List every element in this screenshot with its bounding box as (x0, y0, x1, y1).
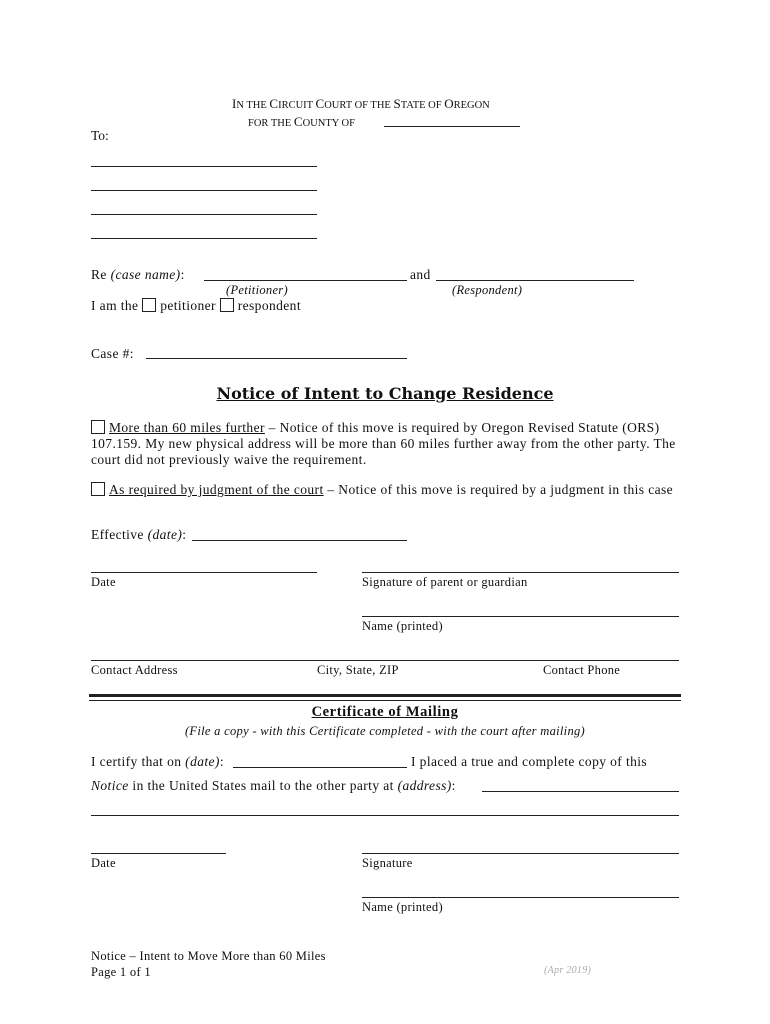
footer-page-number: Page 1 of 1 (91, 965, 151, 979)
mailing-address-field-2[interactable] (91, 815, 679, 816)
certificate-printed-name-field[interactable] (362, 897, 679, 898)
respondent-name-field[interactable] (436, 280, 634, 281)
certificate-signature-field[interactable] (362, 853, 679, 854)
and-label: and (410, 267, 431, 282)
notice-title: Notice of Intent to Change Residence (216, 384, 554, 403)
date-signed-field[interactable] (91, 572, 317, 573)
certificate-title: Certificate of Mailing (311, 704, 459, 720)
to-address-line-3[interactable] (91, 214, 317, 215)
certificate-printed-name-label: Name (printed) (362, 900, 443, 914)
re-label: Re (case name): (91, 267, 185, 282)
more-than-60-miles-checkbox[interactable] (91, 420, 105, 434)
county-field[interactable] (384, 126, 520, 127)
party-role-row: I am the petitioner respondent (91, 298, 301, 313)
petitioner-checkbox[interactable] (142, 298, 156, 312)
certify-line: I certify that on (date): (91, 754, 224, 769)
contact-address-label: Contact Address (91, 663, 178, 677)
judgment-of-court-checkbox[interactable] (91, 482, 105, 496)
to-address-line-4[interactable] (91, 238, 317, 239)
petitioner-name-field[interactable] (204, 280, 407, 281)
contact-info-field[interactable] (91, 660, 679, 661)
case-number-label: Case #: (91, 346, 134, 361)
case-number-field[interactable] (146, 358, 407, 359)
contact-phone-label: Contact Phone (543, 663, 621, 677)
county-line: FOR THE COUNTY OF (248, 114, 355, 129)
petitioner-option-label: petitioner (160, 298, 216, 313)
petitioner-caption: (Petitioner) (226, 283, 288, 297)
effective-date-label: Effective (date): (91, 527, 187, 542)
certificate-signature-label: Signature (362, 856, 413, 870)
date-label: Date (91, 575, 116, 589)
certify-line-suffix: I placed a true and complete copy of this (411, 754, 648, 769)
certificate-subtitle: (File a copy - with this Certificate completed - with the court after mailing) (184, 724, 586, 738)
printed-name-label: Name (printed) (362, 619, 443, 633)
parent-signature-field[interactable] (362, 572, 679, 573)
footer-revision-date: (Apr 2019) (544, 965, 592, 976)
to-address-line-2[interactable] (91, 190, 317, 191)
certificate-date-label: Date (91, 856, 116, 870)
city-state-zip-label: City, State, ZIP (317, 663, 399, 677)
court-header: IN THE CIRCUIT COURT OF THE STATE OF OREGON (232, 96, 490, 111)
effective-date-field[interactable] (192, 540, 407, 541)
section-divider (89, 694, 681, 701)
certificate-date-field[interactable] (91, 853, 226, 854)
option-more-than-60-miles: More than 60 miles further – Notice of this move is required by Oregon Revised Statute (ORS) 107.159. My new physical address will be more than 60 miles further away from the other party. The court did not previously waive the requirement. (91, 420, 676, 467)
printed-name-field[interactable] (362, 616, 679, 617)
mailing-address-field-1[interactable] (482, 791, 679, 792)
mailing-date-field[interactable] (233, 767, 407, 768)
option-judgment-of-court: As required by judgment of the court – Notice of this move is required by a judgment in this case (91, 482, 683, 498)
to-address-line-1[interactable] (91, 166, 317, 167)
to-label: To: (91, 128, 109, 143)
footer-form-title: Notice – Intent to Move More than 60 Miles (91, 949, 326, 963)
signature-parent-label: Signature of parent or guardian (362, 575, 528, 589)
respondent-checkbox[interactable] (220, 298, 234, 312)
respondent-caption: (Respondent) (452, 283, 523, 297)
respondent-option-label: respondent (237, 298, 301, 313)
mail-address-line: Notice in the United States mail to the other party at (address): (91, 778, 456, 793)
